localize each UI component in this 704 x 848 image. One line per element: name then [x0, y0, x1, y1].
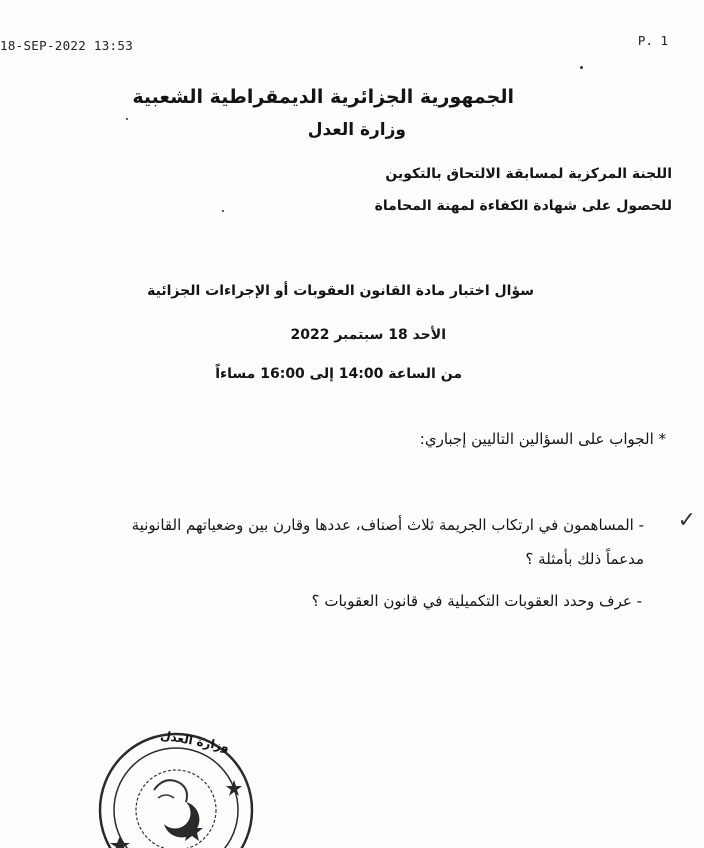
scan-speck: [126, 118, 128, 120]
question-1-line-1: - المساهمون في ارتكاب الجريمة ثلاث أصناف، عددها وقارن بين وضعياتهم القانونية: [131, 516, 644, 534]
republic-heading: الجمهورية الجزائرية الديمقراطية الشعبية: [132, 86, 514, 108]
official-seal-icon: [96, 728, 256, 848]
committee-line-2: للحصول على شهادة الكفاءة لمهنة المحاماة: [374, 198, 672, 214]
question-1-line-2: مدعماً ذلك بأمثلة ؟: [525, 550, 644, 568]
page-number: P. 1: [637, 33, 668, 48]
fax-timestamp: 18-SEP-2022 13:53: [0, 38, 134, 53]
exam-date: الأحد 18 سبتمبر 2022: [290, 327, 446, 343]
seal-text: وزارة العدل: [159, 728, 231, 754]
checkmark-icon: ✓: [677, 508, 696, 533]
scan-speck: [222, 210, 224, 212]
scan-speck: [580, 66, 583, 69]
committee-line-1: اللجنة المركزية لمسابقة الالتحاق بالتكوين: [385, 166, 672, 182]
exam-subject: سؤال اختبار مادة القانون العقوبات أو الإجراءات الجزائية: [147, 283, 534, 299]
seal-graphic: [96, 728, 256, 848]
exam-time: من الساعة 14:00 إلى 16:00 مساءاً: [215, 366, 462, 382]
exam-instruction: * الجواب على السؤالين التاليين إجباري:: [419, 430, 666, 448]
question-2: - عرف وحدد العقوبات التكميلية في قانون العقوبات ؟: [311, 592, 642, 610]
ministry-heading: وزارة العدل: [307, 120, 406, 140]
